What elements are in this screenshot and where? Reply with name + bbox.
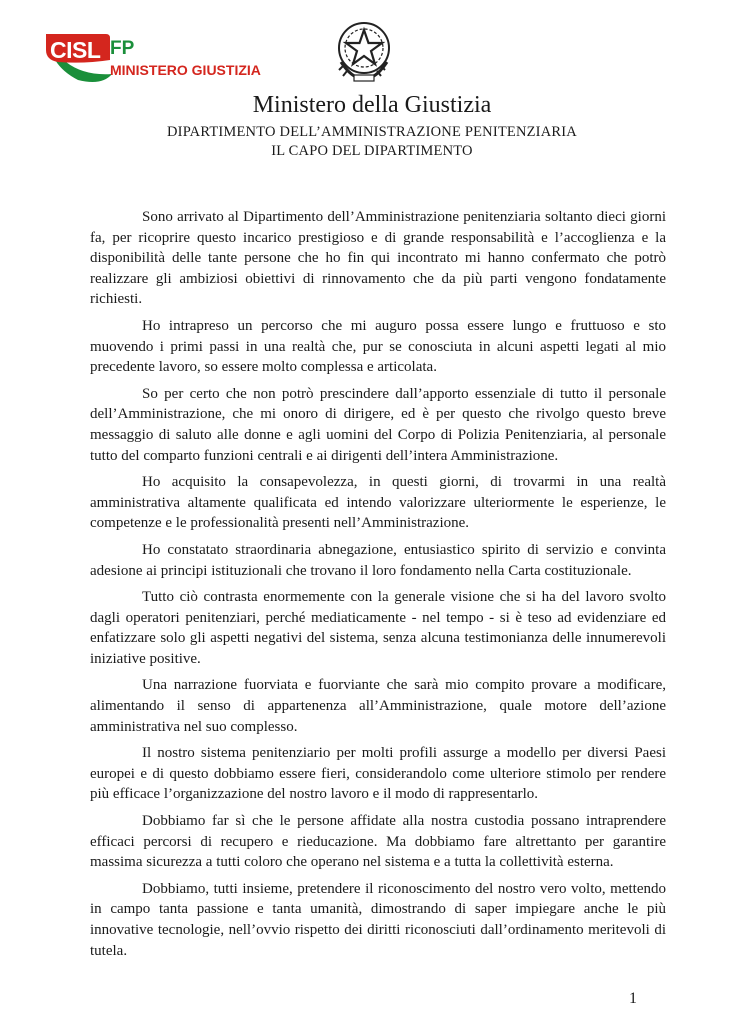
cisl-text: CISL (50, 37, 101, 63)
paragraph: Ho intrapreso un percorso che mi auguro possa essere lungo e fruttuoso e sto muovendo i primi passi in una realtà che, pur se conosciuta in alcuni aspetti legati al mio precedente lavoro, so essere molto complessa e articolata. (90, 317, 666, 376)
logo-ministry-text: MINISTERO GIUSTIZIA (110, 62, 261, 78)
paragraph: Ho constatato straordinaria abnegazione, entusiastico spirito di servizio e convinta adesione ai principi istituzionali che trovano il loro fondamento nella Carta costituzionale. (90, 541, 666, 579)
paragraph: Dobbiamo, tutti insieme, pretendere il riconoscimento del nostro vero volto, mettendo in campo tanta passione e tanta umanità, dimostrando di saper impiegare anche le più innovative tecnologie, nell’ovvio rispetto dei diritti riconosciuti dall’ordinamento meritevoli di tutela. (90, 880, 666, 959)
paragraph: Sono arrivato al Dipartimento dell’Amministrazione penitenziaria soltanto dieci giorni fa, per ricoprire questo incarico prestigioso e di grande responsabilità e l’accoglienza e la disponibilità delle tante persone che ho fin qui incontrato mi hanno confermato che potrò realizzare gli ambiziosi obiettivi di rinnovamento che da più parti vengono fondatamente richiesti. (90, 209, 666, 308)
paragraph: So per certo che non potrò prescindere dall’apporto essenziale di tutto il personale dell’Amministrazione, che mi onoro di dirigere, ed è per questo che rivolgo questo breve messaggio di saluto alle donne e agli uomini del Corpo di Polizia Penitenziaria, al personale tutto del comparto funzioni centrali e ai dirigenti dell’intera Amministrazione. (90, 385, 666, 464)
fp-text: FP (110, 38, 135, 59)
paragraph: Il nostro sistema penitenziario per molti profili assurge a modello per diversi Paesi europei e di questo dobbiamo essere fieri, considerandolo come ulteriore stimolo per rendere più efficace l’organizzazione del nostro lavoro e il modo di rappresentarlo. (90, 745, 666, 803)
paragraph: Una narrazione fuorviata e fuorviante che sarà mio compito provare a modificare, alimentando il senso di appartenenza all’Amministrazione, quale motore dell’azione amministrativa nel suo complesso. (90, 677, 666, 735)
letter-body (90, 207, 666, 967)
page-number: 1 (629, 990, 637, 1007)
paragraph: Tutto ciò contrasta enormemente con la generale visione che si ha del lavoro svolto dagli operatori penitenziari, perché mediaticamente - nel tempo - si è teso ad evidenziare ed enfatizzare solo gli aspetti negativi del sistema, senza alcuna testimonianza delle innumerevoli iniziative positive. (90, 589, 666, 667)
italian-republic-emblem-icon (333, 18, 395, 84)
department-head-title: IL CAPO DEL DIPARTIMENTO (271, 143, 473, 159)
paragraph: Ho acquisito la consapevolezza, in questi giorni, di trovarmi in una realtà amministrativa altamente qualificata ed intendo valorizzare ulteriormente le esperienze, le competenze e le professionalità presenti nell’Amministrazione. (90, 474, 666, 532)
cisl-fp-logo (44, 30, 284, 86)
department-name: DIPARTIMENTO DELL’AMMINISTRAZIONE PENITENZIARIA (167, 124, 577, 140)
ministry-title: Ministero della Giustizia (252, 92, 492, 118)
paragraph: Dobbiamo far sì che le persone affidate alla nostra custodia possano intraprendere efficaci percorsi di recupero e rieducazione. Ma dobbiamo fare altrettanto per garantire massima sicurezza a tutti coloro che operano nel sistema e a tutta la collettività esterna. (90, 813, 666, 871)
